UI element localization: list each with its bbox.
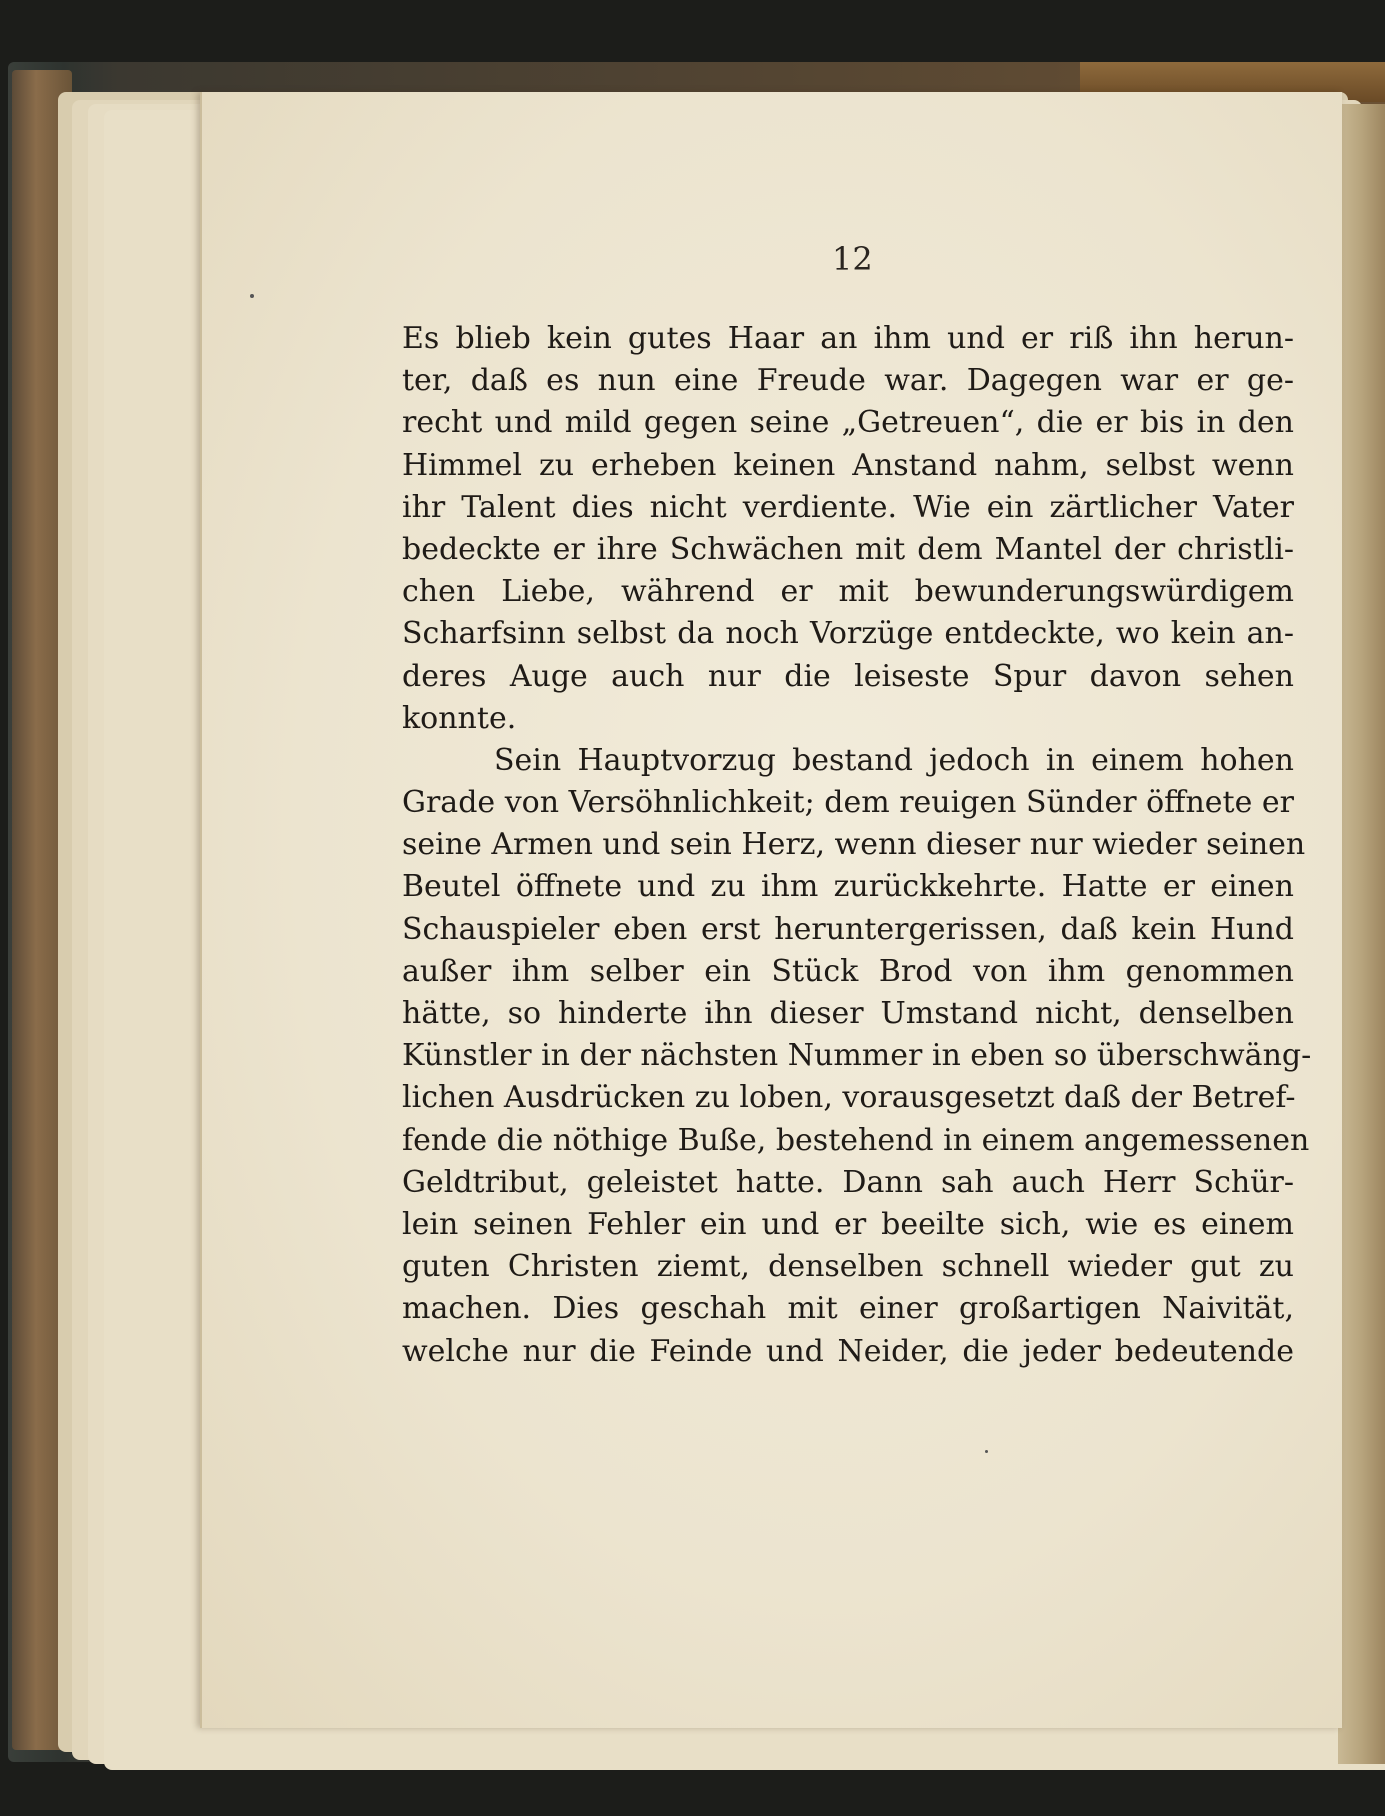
paragraph [402, 740, 1312, 1373]
text-line: bedeckte er ihre Schwächen mit dem Mantel der christli- [402, 531, 1294, 567]
text-line: konnte. [402, 700, 517, 736]
text-line: chen Liebe, während er mit bewunderungswürdigem [402, 574, 1294, 610]
text-line: Beutel öffnete und zu ihm zurückkehrte. Hatte er einen [402, 869, 1294, 905]
text-line: Sein Hauptvorzug bestand jedoch in einem hohen [494, 742, 1294, 778]
text-line: seine Armen und sein Herz, wenn dieser nur wieder seinen [402, 827, 1306, 863]
text-line: Es blieb kein gutes Haar an ihm und er riß ihn herun- [402, 321, 1294, 356]
text-line: welche nur die Feinde und Neider, die jeder bedeutende [402, 1333, 1294, 1369]
page-number: 12 [832, 240, 873, 278]
text-line: deres Auge auch nur die leiseste Spur davon sehen [402, 658, 1294, 694]
text-line: Künstler in der nächsten Nummer in eben so überschwäng- [402, 1038, 1312, 1074]
ink-speck [985, 1450, 988, 1453]
text-line: fende die nöthige Buße, bestehend in einem angemessenen [402, 1122, 1310, 1158]
text-line: machen. Dies geschah mit einer großartigen Naivität, [402, 1291, 1294, 1327]
text-line: Geldtribut, geleistet hatte. Dann sah auch Herr Schür- [402, 1164, 1294, 1200]
text-line: Himmel zu erheben keinen Anstand nahm, selbst wenn [402, 447, 1294, 483]
facing-page-edge [1338, 104, 1385, 1764]
text-line: lein seinen Fehler ein und er beeilte sich, wie es einem [402, 1206, 1294, 1242]
text-line: Scharfsinn selbst da noch Vorzüge entdeckte, wo kein an- [402, 616, 1294, 652]
text-line: Schauspieler eben erst heruntergerissen, daß kein Hund [402, 911, 1294, 947]
text-line: recht und mild gegen seine „Getreuen“, die er bis in den [402, 405, 1294, 441]
text-line: ihr Talent dies nicht verdiente. Wie ein zärtlicher Vater [402, 489, 1294, 525]
text-line: ter, daß es nun eine Freude war. Dagegen war er ge- [402, 363, 1294, 399]
text-line: guten Christen ziemt, denselben schnell wieder gut zu [402, 1249, 1294, 1285]
text-line: außer ihm selber ein Stück Brod von ihm genommen [402, 953, 1294, 989]
text-line: hätte, so hinderte ihn dieser Umstand nicht, denselben [402, 996, 1294, 1031]
text-line: lichen Ausdrücken zu loben, vorausgesetzt daß der Betref- [402, 1080, 1296, 1116]
text-line: Grade von Versöhnlichkeit; dem reuigen Sünder öffnete er [402, 785, 1294, 821]
paragraph [402, 318, 1294, 740]
body-text [402, 318, 1312, 1373]
ink-speck [250, 294, 254, 298]
